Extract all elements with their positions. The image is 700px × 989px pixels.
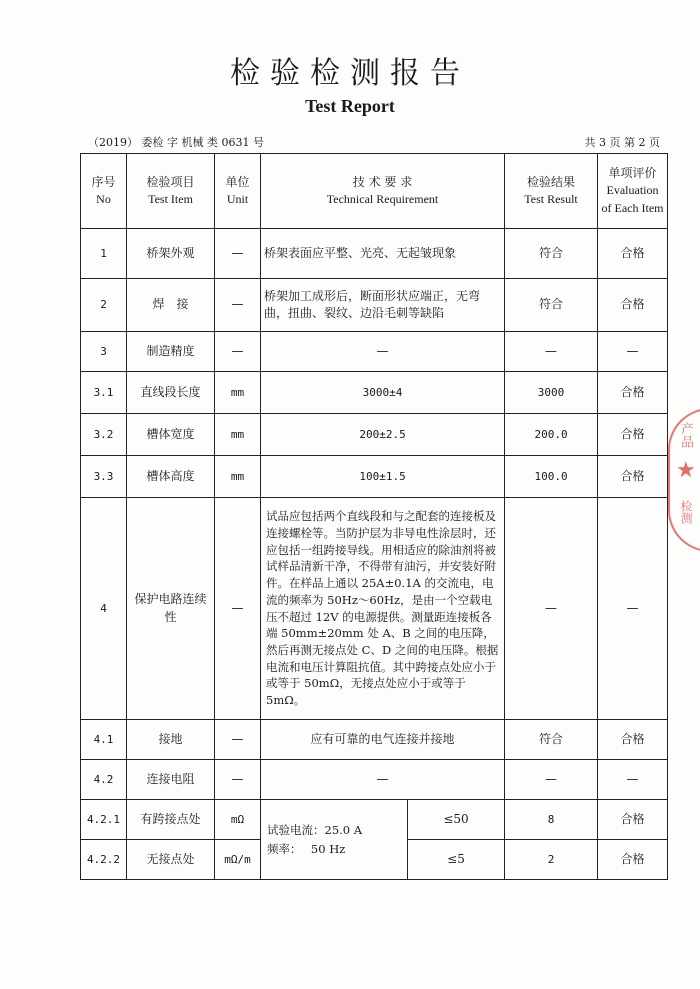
row-requirement-limit: ≤50 (408, 800, 505, 840)
report-number: （2019） 委检 字 机械 类 0631 号 (88, 136, 264, 149)
row-item: 保护电路连续性 (127, 498, 215, 720)
row-unit: mm (215, 372, 261, 414)
row-evaluation: 合格 (598, 279, 668, 332)
row-evaluation: — (598, 498, 668, 720)
row-requirement: 200±2.5 (261, 414, 505, 456)
row-requirement: 3000±4 (261, 372, 505, 414)
row-item: 接地 (127, 720, 215, 760)
row-no: 3 (81, 332, 127, 372)
row-item: 焊 接 (127, 279, 215, 332)
row-item: 连接电阻 (127, 760, 215, 800)
row-item: 直线段长度 (127, 372, 215, 414)
row-result: 100.0 (505, 456, 598, 498)
table-row (81, 456, 668, 498)
test-report-table (80, 153, 668, 880)
row-evaluation: 合格 (598, 414, 668, 456)
row-evaluation: — (598, 760, 668, 800)
row-no: 4.1 (81, 720, 127, 760)
row-item: 槽体宽度 (127, 414, 215, 456)
row-no: 2 (81, 279, 127, 332)
header-requirement: 技 术 要 求 Technical Requirement (261, 154, 505, 229)
row-unit: — (215, 760, 261, 800)
row-unit: mm (215, 414, 261, 456)
header-evaluation: 单项评价 Evaluation of Each Item (598, 154, 668, 229)
row-result: — (505, 332, 598, 372)
seal-text-top: 产品 (678, 422, 693, 448)
row-requirement: 桥架表面应平整、光亮、无起皱现象 (261, 229, 505, 279)
row-result: 符合 (505, 279, 598, 332)
test-conditions (261, 800, 408, 880)
row-item: 桥架外观 (127, 229, 215, 279)
test-current: 试验电流：25.0 A (267, 823, 363, 838)
row-unit: — (215, 229, 261, 279)
report-title-en: Test Report (305, 96, 395, 116)
row-requirement: 应有可靠的电气连接并接地 (261, 720, 505, 760)
table-row (81, 372, 668, 414)
row-evaluation: 合格 (598, 840, 668, 880)
row-item: 有跨接点处 (127, 800, 215, 840)
row-result: 200.0 (505, 414, 598, 456)
test-frequency: 频率： 50 Hz (267, 841, 346, 856)
row-no: 4.2.1 (81, 800, 127, 840)
row-no: 4.2 (81, 760, 127, 800)
row-no: 4.2.2 (81, 840, 127, 880)
row-evaluation: 合格 (598, 456, 668, 498)
table-row (81, 498, 668, 720)
row-evaluation: — (598, 332, 668, 372)
row-item: 槽体高度 (127, 456, 215, 498)
row-evaluation: 合格 (598, 720, 668, 760)
table-row (81, 229, 668, 279)
page-info: 共 3 页 第 2 页 (584, 136, 660, 149)
row-item: 无接点处 (127, 840, 215, 880)
row-no: 3.3 (81, 456, 127, 498)
row-item: 制造精度 (127, 332, 215, 372)
table-row (81, 800, 668, 840)
seal-star-icon: ★ (676, 458, 696, 483)
row-unit: mΩ (215, 800, 261, 840)
row-result: 2 (505, 840, 598, 880)
row-result: 8 (505, 800, 598, 840)
row-requirement-limit: ≤5 (408, 840, 505, 880)
table-row (81, 720, 668, 760)
table-header-row (81, 154, 668, 229)
row-evaluation: 合格 (598, 372, 668, 414)
row-requirement: — (261, 760, 505, 800)
row-unit: — (215, 279, 261, 332)
row-result: — (505, 760, 598, 800)
header-no: 序号 No (81, 154, 127, 229)
row-no: 3.2 (81, 414, 127, 456)
header-item: 检验项目 Test Item (127, 154, 215, 229)
row-evaluation: 合格 (598, 800, 668, 840)
table-row (81, 414, 668, 456)
row-unit: mΩ/m (215, 840, 261, 880)
table-row (81, 279, 668, 332)
seal-text-bottom: 检测 (679, 500, 693, 524)
row-requirement: 桥架加工成形后，断面形状应端正，无弯曲，扭曲、裂纹、边沿毛刺等缺陷 (261, 279, 505, 332)
row-unit: — (215, 332, 261, 372)
table-row (81, 760, 668, 800)
row-result: 3000 (505, 372, 598, 414)
header-result: 检验结果 Test Result (505, 154, 598, 229)
header-unit: 单位 Unit (215, 154, 261, 229)
report-title-cn: 检验检测报告 (230, 56, 470, 91)
row-result: — (505, 498, 598, 720)
row-no: 1 (81, 229, 127, 279)
row-no: 3.1 (81, 372, 127, 414)
row-no: 4 (81, 498, 127, 720)
table-row (81, 332, 668, 372)
row-requirement: — (261, 332, 505, 372)
row-requirement: 100±1.5 (261, 456, 505, 498)
row-result: 符合 (505, 720, 598, 760)
row-unit: mm (215, 456, 261, 498)
row-unit: — (215, 720, 261, 760)
row-requirement: 试品应包括两个直线段和与之配套的连接板及连接螺栓等。当防护层为非导电性涂层时，还应包括一组跨接导线。用相适应的除油剂将被试样品清新干净，不得带有油污，并安装好附件。在样品上通以 25A±0.1A 的交流电，电流的频率为 50Hz～60Hz，是由一个空载电压不超过 12V 的电源提供。测量距连接板各端 50mm±20mm 处 A、B 之间的电压降，然后再测无接点处 C、D 之间的电压降。根据电流和电压计算阻抗值。其中跨接点处应小于或等于 50mΩ，无接点处应小于或等于 5mΩ。 (261, 498, 505, 720)
row-unit: — (215, 498, 261, 720)
row-evaluation: 合格 (598, 229, 668, 279)
row-result: 符合 (505, 229, 598, 279)
